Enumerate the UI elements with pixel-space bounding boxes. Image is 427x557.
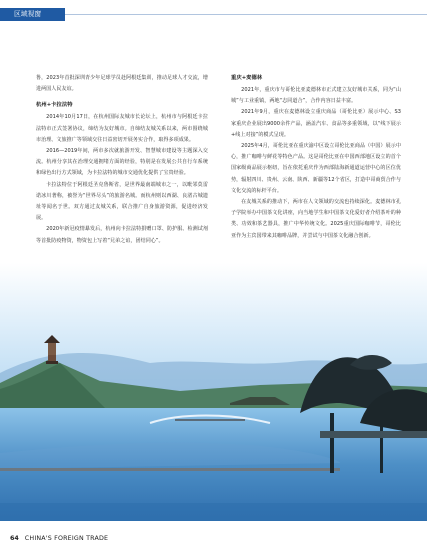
paragraph: 卡拉法特位于阿根廷圣克鲁斯省，是世界最南端城市之一，以毗邻莫雷诺冰川著称，被誉为“世界尽头”的旅游名城。而杭州则以西湖、良渚古城遗址等闻名于世。双方通过友城关系，联合推广自身旅游资源，促进经济发展。	[36, 181, 208, 222]
left-column	[36, 73, 208, 247]
section-heading-hangzhou: 杭州+卡拉法特	[36, 102, 73, 109]
intro-paragraph: 鲁，2023年首批深圳青少年足球学员赴阿根廷集训，推动足球人才交流，增进两国人民友谊。	[36, 75, 208, 93]
paragraph: 2021年，重庆市与哥伦比亚麦德林市正式建立友好城市关系，同为“山城”与工业重镇，两地“志同道合”，合作内容日益丰富。	[231, 87, 401, 105]
paragraph: 2014年10月17日，在杭州国际友城市长论坛上，杭州市与阿根廷卡拉法特市正式签署协议，缔结为友好城市。自缔结友城关系以来，两市围绕城市治理、文旅推广等领域交往日益密切开展务实合作，取得多项成果。	[36, 114, 208, 143]
page-number: 64	[10, 535, 19, 542]
paragraph: 2020年新冠疫情暴发后，杭州向卡拉法特捐赠口罩、防护服、检测试剂等首批防疫物资，物资包上写着“兄弟之谊，团结同心”。	[36, 226, 208, 244]
paragraph: 2016—2019年间，两市多次就旅游开发、智慧城市建设等主题深入交流。杭州分享其在治理交通拥堵方面的经验，特别是在发展公共自行车系统和绿色出行方式领域，为卡拉法特的城市交通优化提供了宝贵经验。	[36, 148, 208, 177]
west-lake-photo	[0, 263, 427, 521]
paragraph: 2025年4月，哥伦比亚在重庆渝中区设立哥伦比亚商品（中国）展示中心，推广咖啡与鲜花等特色产品。这是哥伦比亚在中国西部地区设立的首个国家级商品展示枢纽，旨在依托重庆作为西部陆海新通道运营中心的区位优势，辐射四川、贵州、云南、陕西、新疆等12个省区，打造中哥商贸合作与文化交流的标杆平台。	[231, 143, 401, 194]
paragraph: 2021年9月，重庆在麦德林设立重庆商品（哥伦比亚）展示中心、S3家重庆企业展出9000余件产品，涵盖汽车、食品等多重领域，以“线下展示+线上对接”的模式呈现。	[231, 109, 401, 138]
magazine-name: CHINA'S FOREIGN TRADE	[24, 535, 109, 542]
paragraph: 在友城关系的推动下，两市在人文领域的交流也持续深化。麦德林市孔子学院举办中国茶文化讲座，向当地学生和中国茶文化爱好者介绍茶叶的种类、功效和茶艺器具，推广中华传统文化。2025重庆国际咖啡节，哥伦比亚作为主宾国带来其咖啡品牌，并尝试与中国茶文化融合创新。	[231, 199, 401, 239]
right-column	[231, 73, 401, 242]
page-header	[0, 0, 427, 26]
page-footer	[10, 535, 108, 543]
section-tag: 区域视窗	[0, 8, 65, 21]
section-heading-chongqing: 重庆+麦德林	[231, 75, 263, 81]
header-rule	[65, 14, 427, 15]
